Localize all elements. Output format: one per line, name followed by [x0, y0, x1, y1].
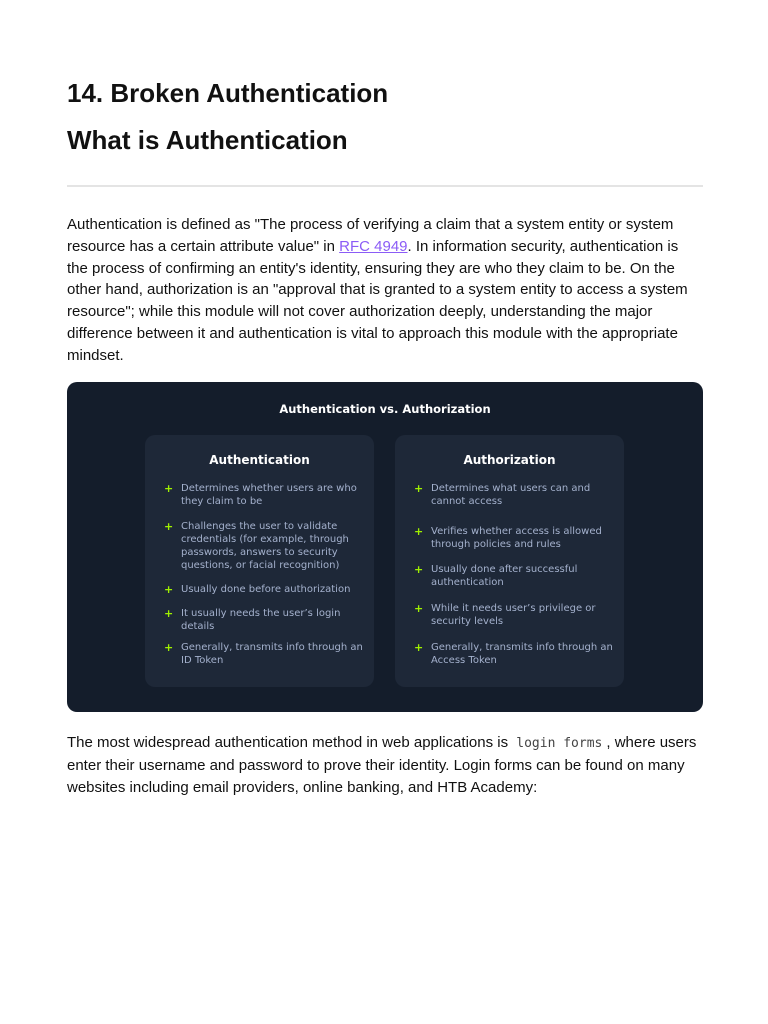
plus-icon: + — [164, 607, 174, 620]
authorization-card — [395, 435, 624, 687]
rfc-4949-link[interactable]: RFC 4949 — [339, 237, 408, 255]
authentication-item-text: Challenges the user to validate credentials (for example, through passwords, answers to security questions, or facial recognition) — [181, 521, 349, 571]
plus-icon: + — [414, 525, 424, 538]
authentication-item — [164, 641, 364, 667]
plus-icon: + — [164, 583, 174, 596]
plus-icon: + — [414, 563, 424, 576]
authentication-item-text: Usually done before authorization — [181, 584, 351, 595]
authorization-item — [414, 563, 614, 589]
authorization-item-text: While it needs user’s privilege or security levels — [431, 603, 596, 627]
authentication-item-text: Generally, transmits info through an ID Token — [181, 642, 363, 666]
authorization-item-text: Usually done after successful authentication — [431, 564, 578, 588]
authorization-card-title: Authorization — [463, 453, 556, 467]
authentication-item-text: It usually needs the user’s login details — [181, 608, 341, 632]
intro-paragraph — [67, 214, 703, 367]
authorization-item — [414, 525, 614, 551]
authentication-item — [164, 607, 364, 633]
authorization-item — [414, 641, 614, 667]
divider — [67, 185, 703, 187]
authorization-item — [414, 602, 614, 628]
intro-text-end: . In information security, authentication is the process of confirming an entity's identity, ensuring they are who they claim to be. On the other hand, authorization is an "approval that is granted to a system entity to access a system resource"; while this module will not cover authorization deeply, understanding the major difference between it and authentication is vital to approach this module with the appropriate mindset. — [67, 237, 688, 364]
authorization-item-text: Determines what users can and cannot access — [431, 483, 591, 507]
plus-icon: + — [414, 482, 424, 495]
auth-vs-authz-figure — [67, 382, 703, 712]
inline-code-login-forms: login forms — [516, 736, 603, 751]
page-title: What is Authentication — [67, 125, 348, 155]
outro-text-start: The most widespread authentication method in web applications is — [67, 734, 513, 751]
authentication-card — [145, 435, 374, 687]
plus-icon: + — [164, 520, 174, 533]
authentication-item — [164, 583, 364, 596]
plus-icon: + — [164, 641, 174, 654]
section-heading: 14. Broken Authentication — [67, 78, 389, 108]
outro-text-end: , where users enter their username and password to prove their identity. Login forms can be found on many websites including email providers, online banking, and HTB Academy: — [67, 734, 697, 796]
authentication-item — [164, 482, 364, 508]
plus-icon: + — [414, 641, 424, 654]
plus-icon: + — [164, 482, 174, 495]
plus-icon: + — [414, 602, 424, 615]
authentication-item-text: Determines whether users are who they claim to be — [181, 483, 357, 507]
authorization-item-text: Verifies whether access is allowed through policies and rules — [431, 526, 602, 550]
intro-text-start: Authentication is defined as "The process of verifying a claim that a system entity or system resource has a certain attribute value" in — [67, 216, 674, 255]
login-forms-paragraph — [67, 732, 703, 798]
authentication-card-title: Authentication — [209, 453, 310, 467]
authorization-item — [414, 482, 614, 508]
authentication-item — [164, 520, 364, 572]
figure-title: Authentication vs. Authorization — [279, 402, 491, 416]
authorization-item-text: Generally, transmits info through an Access Token — [431, 642, 613, 666]
